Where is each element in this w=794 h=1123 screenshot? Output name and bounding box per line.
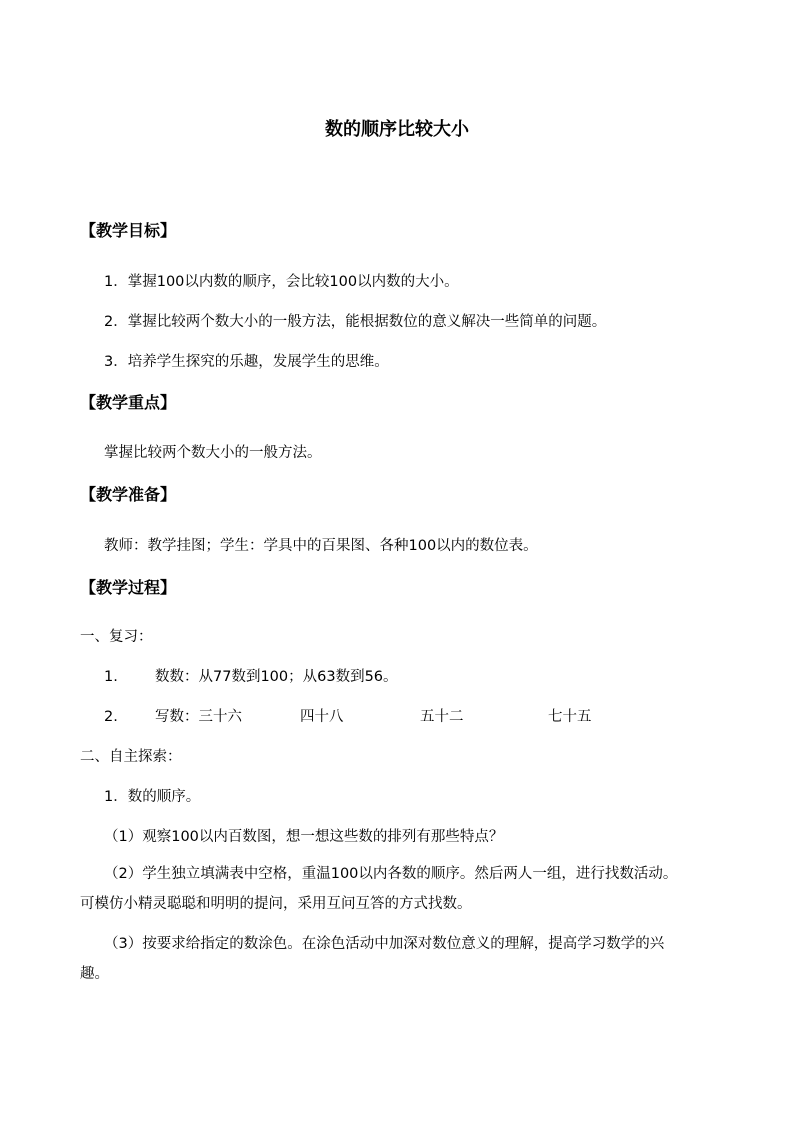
review-word-3: 七十五 <box>548 709 592 725</box>
review-label: 一、复习： <box>80 629 153 645</box>
prep-text: 教师：教学挂图；学生：学具中的百果图、各种100以内的数位表。 <box>104 538 538 554</box>
review-item-2-text: 写数：三十六 <box>155 709 242 725</box>
explore-paragraph-3-line-2: 趣。 <box>80 966 109 982</box>
goal-item-2: 2．掌握比较两个数大小的一般方法，能根据数位的意义解决一些简单的问题。 <box>104 314 607 330</box>
review-item-2-num: 2. <box>104 709 118 725</box>
explore-label: 二、自主探索： <box>80 749 182 765</box>
explore-paragraph-2-line-2: 可模仿小精灵聪聪和明明的提问，采用互问互答的方式找数。 <box>80 896 472 912</box>
prep-heading: 【教学准备】 <box>80 485 177 504</box>
page-title: 数的顺序比较大小 <box>325 119 469 140</box>
explore-paragraph-1: （1）观察100以内百数图，想一想这些数的排列有那些特点？ <box>104 829 504 845</box>
explore-paragraph-3-line-1: （3）按要求给指定的数涂色。在涂色活动中加深对数位意义的理解，提高学习数学的兴 <box>104 936 665 952</box>
explore-paragraph-2-line-1: （2）学生独立填满表中空格，重温100以内各数的顺序。然后两人一组，进行找数活动。 <box>104 866 678 882</box>
goals-heading: 【教学目标】 <box>80 221 177 240</box>
review-word-1: 四十八 <box>300 709 344 725</box>
goal-item-1: 1．掌握100以内数的顺序，会比较100以内数的大小。 <box>104 274 459 290</box>
review-item-1-text: 数数：从77数到100；从63数到56。 <box>155 669 398 685</box>
explore-subheading-1: 1．数的顺序。 <box>104 789 201 805</box>
focus-text: 掌握比较两个数大小的一般方法。 <box>104 445 322 461</box>
review-word-2: 五十二 <box>420 709 464 725</box>
focus-heading: 【教学重点】 <box>80 393 177 412</box>
review-item-1-num: 1. <box>104 669 118 685</box>
goal-item-3: 3．培养学生探究的乐趣，发展学生的思维。 <box>104 354 389 370</box>
process-heading: 【教学过程】 <box>80 578 177 597</box>
